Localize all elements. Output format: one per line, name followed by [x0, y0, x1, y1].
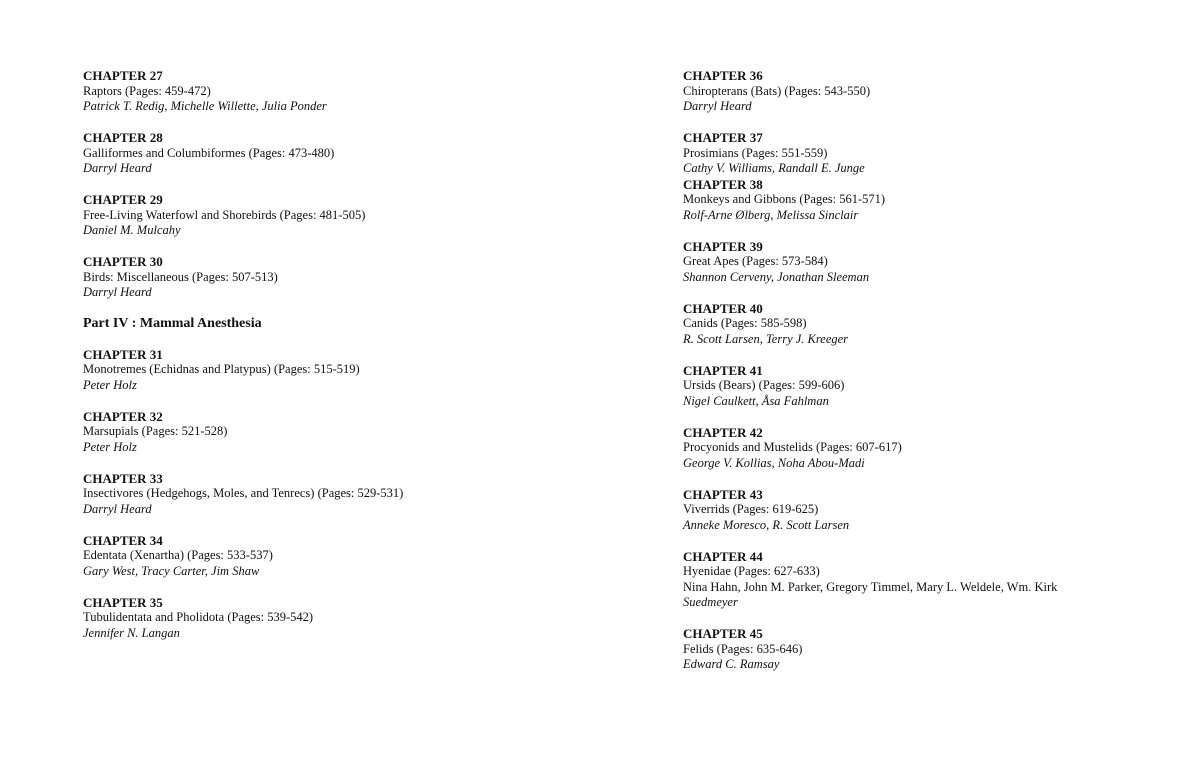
chapter-entry: [83, 347, 583, 394]
chapter-authors: Gary West, Tracy Carter, Jim Shaw: [83, 563, 260, 578]
chapter-label: CHAPTER 43: [683, 486, 763, 502]
chapter-title: Canids (Pages: 585-598): [683, 316, 807, 330]
chapter-label: CHAPTER 28: [83, 130, 163, 145]
chapter-authors: Darryl Heard: [683, 99, 752, 113]
chapter-entry: [83, 471, 583, 518]
chapter-authors: Suedmeyer: [683, 595, 738, 609]
chapter-title: Chiropterans (Bats) (Pages: 543-550): [683, 83, 871, 98]
chapter-label: CHAPTER 34: [83, 532, 163, 548]
chapter-label: CHAPTER 27: [83, 68, 163, 83]
chapter-authors: Nigel Caulkett, Åsa Fahlman: [683, 393, 829, 408]
chapter-entry: [683, 425, 1123, 472]
chapter-title: Monotremes (Echidnas and Platypus) (Pages: 515-519): [83, 362, 360, 376]
chapter-authors: George V. Kollias, Noha Abou-Madi: [683, 455, 865, 470]
chapter-entry: [683, 239, 1123, 286]
chapter-entry: [83, 192, 583, 239]
chapter-authors: Darryl Heard: [83, 161, 152, 175]
chapter-entry: [683, 177, 1123, 224]
chapter-authors: Anneke Moresco, R. Scott Larsen: [683, 517, 850, 532]
chapter-label: CHAPTER 37: [683, 130, 763, 145]
chapter-title: Marsupials (Pages: 521-528): [83, 424, 228, 438]
chapter-entry: [83, 533, 583, 580]
chapter-title: Prosimians (Pages: 551-559): [683, 145, 828, 160]
chapter-entry: [683, 487, 1123, 534]
chapter-title: Edentata (Xenartha) (Pages: 533-537): [83, 548, 273, 562]
chapter-entry: [683, 549, 1123, 611]
chapter-entry: [683, 130, 1123, 177]
chapter-authors: Darryl Heard: [83, 501, 152, 516]
part-heading: Part IV : Mammal Anesthesia: [83, 315, 262, 331]
chapter-label: CHAPTER 42: [683, 424, 763, 440]
chapter-title: Birds: Miscellaneous (Pages: 507-513): [83, 269, 278, 284]
chapter-authors: Daniel M. Mulcahy: [83, 223, 181, 237]
chapter-title: Great Apes (Pages: 573-584): [683, 254, 828, 268]
chapter-title: Viverrids (Pages: 619-625): [683, 502, 819, 516]
chapter-label: CHAPTER 45: [683, 626, 763, 641]
chapter-entry: [683, 626, 1123, 673]
chapter-title: Raptors (Pages: 459-472): [83, 83, 211, 98]
chapter-title: Free-Living Waterfowl and Shorebirds (Pages: 481-505): [83, 207, 366, 222]
left-column: [83, 68, 583, 657]
chapter-authors: Rolf-Arne Ølberg, Melissa Sinclair: [683, 207, 859, 222]
chapter-title: Insectivores (Hedgehogs, Moles, and Tenrecs) (Pages: 529-531): [83, 486, 404, 500]
chapter-label: CHAPTER 33: [83, 470, 163, 486]
chapter-authors: Peter Holz: [83, 439, 137, 454]
chapter-authors: Darryl Heard: [83, 285, 152, 299]
chapter-label: CHAPTER 35: [83, 594, 163, 610]
chapter-label: CHAPTER 39: [683, 238, 763, 254]
chapter-authors: R. Scott Larsen, Terry J. Kreeger: [683, 331, 849, 346]
chapter-label: CHAPTER 32: [83, 408, 163, 424]
chapter-entry: [83, 68, 583, 115]
chapter-authors: Cathy V. Williams, Randall E. Junge: [683, 161, 865, 175]
chapter-authors: Edward C. Ramsay: [683, 657, 780, 671]
chapter-title: Ursids (Bears) (Pages: 599-606): [683, 378, 845, 392]
chapter-label: CHAPTER 29: [83, 192, 163, 207]
chapter-label: CHAPTER 30: [83, 254, 163, 269]
chapter-label: CHAPTER 40: [683, 300, 763, 316]
chapter-authors: Shannon Cerveny, Jonathan Sleeman: [683, 269, 870, 284]
right-column: [683, 68, 1123, 688]
chapter-title: Monkeys and Gibbons (Pages: 561-571): [683, 192, 886, 206]
chapter-label: CHAPTER 44: [683, 548, 763, 564]
chapter-entry: [83, 409, 583, 456]
chapter-entry: [683, 363, 1123, 410]
chapter-title: Felids (Pages: 635-646): [683, 641, 803, 656]
chapter-entry: [83, 130, 583, 177]
chapter-entry: [83, 595, 583, 642]
chapter-title: Galliformes and Columbiformes (Pages: 473-480): [83, 145, 335, 160]
chapter-label: CHAPTER 31: [83, 346, 163, 362]
chapter-label: CHAPTER 41: [683, 362, 763, 378]
chapter-title: Procyonids and Mustelids (Pages: 607-617): [683, 440, 902, 454]
chapter-entry: [683, 68, 1123, 115]
chapter-authors: Jennifer N. Langan: [83, 625, 180, 640]
chapter-entry: [683, 301, 1123, 348]
chapter-title: Tubulidentata and Pholidota (Pages: 539-542): [83, 610, 314, 624]
chapter-entry: [83, 254, 583, 301]
chapter-authors: Nina Hahn, John M. Parker, Gregory Timmel, Mary L. Weldele, Wm. Kirk: [683, 579, 1058, 594]
chapter-title: Hyenidae (Pages: 627-633): [683, 564, 820, 578]
chapter-label: CHAPTER 38: [683, 176, 763, 192]
chapter-authors: Peter Holz: [83, 377, 137, 392]
chapter-authors: Patrick T. Redig, Michelle Willette, Julia Ponder: [83, 99, 327, 113]
chapter-label: CHAPTER 36: [683, 68, 763, 83]
